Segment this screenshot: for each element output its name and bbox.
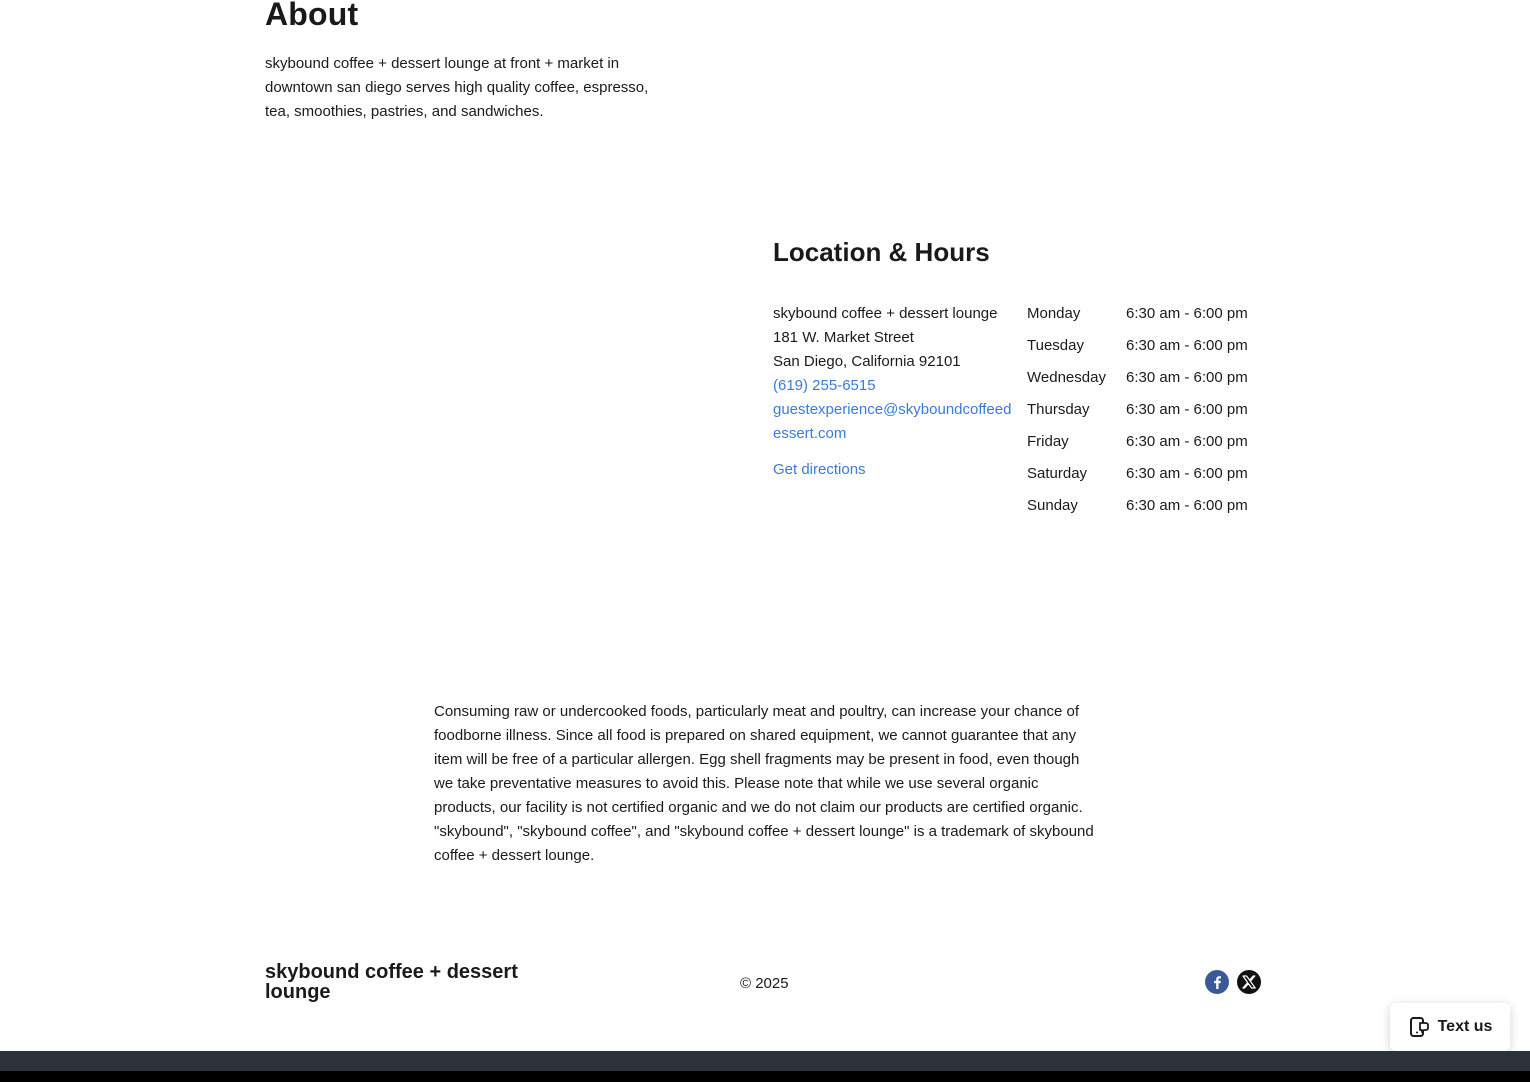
business-name: skybound coffee + dessert lounge bbox=[773, 305, 998, 322]
phone-link[interactable]: (619) 255-6515 bbox=[773, 377, 876, 394]
hours-day: Sunday bbox=[1027, 497, 1078, 514]
address-block bbox=[773, 302, 1018, 482]
city-state-zip: San Diego, California 92101 bbox=[773, 353, 961, 370]
hours-time: 6:30 am - 6:00 pm bbox=[1126, 369, 1248, 386]
hours-row bbox=[1027, 302, 1248, 334]
hours-day: Thursday bbox=[1027, 401, 1090, 418]
get-directions-link[interactable]: Get directions bbox=[773, 461, 866, 478]
x-twitter-link[interactable] bbox=[1237, 970, 1261, 994]
hours-row bbox=[1027, 398, 1248, 430]
hours-day: Monday bbox=[1027, 305, 1081, 322]
hours-day: Wednesday bbox=[1027, 369, 1106, 386]
hours-time: 6:30 am - 6:00 pm bbox=[1126, 465, 1248, 482]
hours-day: Friday bbox=[1027, 433, 1069, 450]
food-disclaimer: Consuming raw or undercooked foods, particularly meat and poultry, can increase your chance of foodborne illness. Since all food is prepared on shared equipment, we cannot guarantee that any item will be free of a particular allergen. Egg shell fragments may be present in food, even though we take preventative measures to avoid this. Please note that while we use several organic products, our facility is not certified organic and we do not claim our products are certified organic. "skybound", "skybound coffee", and "skybound coffee + dessert lounge" is a trademark of skybound coffee + dessert lounge. bbox=[434, 703, 1094, 864]
footer-brand: skybound coffee + dessert lounge bbox=[265, 961, 518, 1003]
hours-row bbox=[1027, 494, 1248, 526]
facebook-icon bbox=[1211, 975, 1223, 989]
email-link[interactable]: guestexperience@skyboundcoffeedessert.com bbox=[773, 401, 1012, 442]
text-us-button[interactable] bbox=[1390, 1003, 1510, 1051]
about-heading: About bbox=[265, 0, 359, 32]
hours-row bbox=[1027, 462, 1248, 494]
hours-time: 6:30 am - 6:00 pm bbox=[1126, 305, 1248, 322]
street-address: 181 W. Market Street bbox=[773, 329, 914, 346]
hours-day: Saturday bbox=[1027, 465, 1088, 482]
facebook-link[interactable] bbox=[1205, 970, 1229, 994]
copyright: © 2025 bbox=[740, 975, 789, 992]
hours-row bbox=[1027, 334, 1248, 366]
location-hours-heading: Location & Hours bbox=[773, 237, 990, 267]
about-description: skybound coffee + dessert lounge at front + market in downtown san diego serves high quality coffee, espresso, tea, smoothies, pastries, and sandwiches. bbox=[265, 55, 649, 120]
bottom-bar bbox=[0, 1051, 1530, 1071]
hours-time: 6:30 am - 6:00 pm bbox=[1126, 401, 1248, 418]
hours-time: 6:30 am - 6:00 pm bbox=[1126, 433, 1248, 450]
x-twitter-icon bbox=[1242, 975, 1256, 989]
bottom-bar-edge bbox=[0, 1071, 1530, 1082]
hours-row bbox=[1027, 430, 1248, 462]
hours-time: 6:30 am - 6:00 pm bbox=[1126, 337, 1248, 354]
hours-day: Tuesday bbox=[1027, 337, 1084, 354]
text-us-label: Text us bbox=[1437, 1018, 1493, 1035]
hours-time: 6:30 am - 6:00 pm bbox=[1126, 497, 1248, 514]
phone-message-icon bbox=[1408, 1016, 1430, 1038]
hours-table bbox=[1027, 302, 1248, 526]
hours-row bbox=[1027, 366, 1248, 398]
